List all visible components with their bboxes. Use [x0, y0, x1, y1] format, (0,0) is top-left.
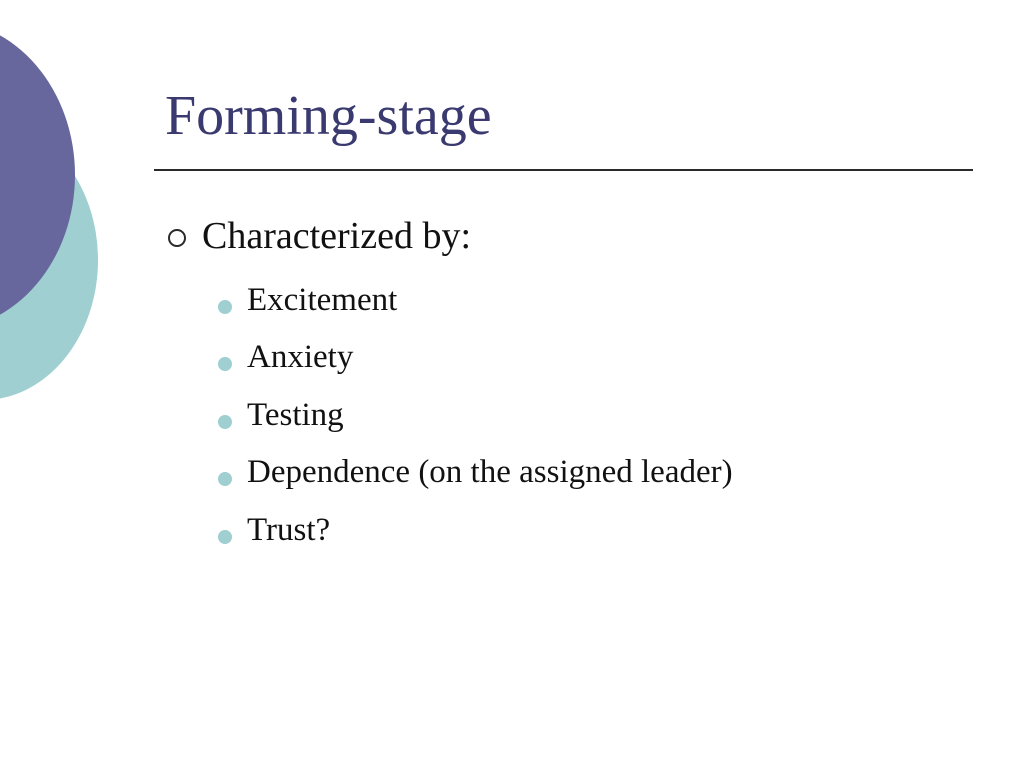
sub-bullet-text: Dependence (on the assigned leader): [247, 454, 733, 491]
sub-bullet-item: [218, 508, 733, 566]
sub-bullet-text: Anxiety: [247, 339, 354, 376]
sub-bullet-item: [218, 451, 733, 509]
dot-bullet-icon: [218, 472, 232, 486]
dot-bullet-icon: [218, 415, 232, 429]
sub-bullet-list: [218, 278, 733, 566]
sub-bullet-item: [218, 393, 733, 451]
dot-bullet-icon: [218, 357, 232, 371]
slide-title: Forming-stage: [165, 85, 492, 147]
dot-bullet-icon: [218, 300, 232, 314]
sub-bullet-item: [218, 336, 733, 394]
dot-bullet-icon: [218, 530, 232, 544]
ring-bullet-icon: [168, 229, 186, 247]
bullet-text: Characterized by:: [202, 215, 472, 257]
sub-bullet-item: [218, 278, 733, 336]
sub-bullet-text: Trust?: [247, 511, 331, 548]
sub-bullet-text: Excitement: [247, 281, 398, 318]
title-divider: [154, 169, 973, 171]
bullet-characterized-by: [168, 214, 471, 260]
sub-bullet-text: Testing: [247, 396, 344, 433]
